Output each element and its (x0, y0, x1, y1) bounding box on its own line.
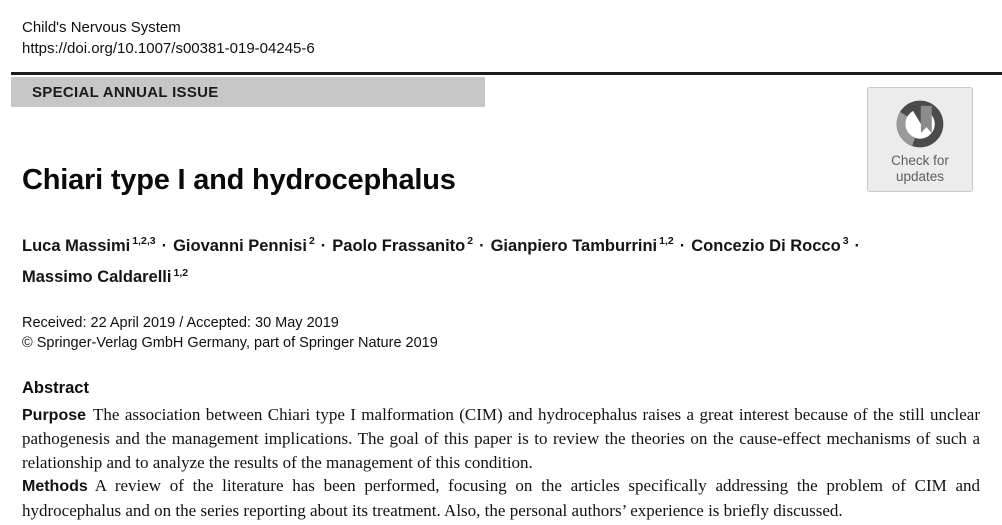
header-rule (11, 72, 1002, 75)
purpose-text: The association between Chiari type I malformation (CIM) and hydrocephalus raises a great interest because of the still unclear pathogenesis and the management implications. The goal of this paper is to review the theories on the cause-effect mechanisms of such a relationship and to analyze the results of the management of this condition. (22, 405, 980, 472)
author-name: Concezio Di Rocco (691, 236, 841, 255)
author-name: Gianpiero Tamburrini (490, 236, 658, 255)
author-affiliation: 2 (467, 235, 474, 247)
section-banner-label: SPECIAL ANNUAL ISSUE (32, 83, 219, 101)
author-separator: · (854, 236, 861, 255)
author (22, 237, 156, 255)
received-date: 22 April 2019 (90, 315, 176, 331)
author-name: Paolo Frassanito (332, 236, 466, 255)
author (491, 237, 674, 255)
accepted-date: 30 May 2019 (255, 315, 339, 331)
section-banner (11, 77, 485, 107)
author-affiliation: 2 (308, 235, 315, 247)
abstract-purpose-paragraph (22, 403, 980, 474)
author (22, 268, 188, 286)
date-separator: / (179, 315, 184, 331)
badge-label-line1: Check for (891, 153, 949, 168)
journal-name: Child's Nervous System (22, 19, 181, 36)
author-affiliation: 3 (842, 235, 849, 247)
article-meta (22, 313, 438, 353)
author-name: Giovanni Pennisi (173, 236, 307, 255)
received-accepted-line (22, 313, 438, 333)
check-for-updates-badge[interactable] (867, 87, 973, 192)
author-list (22, 228, 980, 291)
author-affiliation: 1,2,3 (132, 235, 156, 247)
methods-text: A review of the literature has been performed, focusing on the articles specifically addressing the problem of CIM and hydrocephalus and on the series reporting about its treatment. Also, the personal authors’ experience is briefly discussed. (22, 476, 980, 520)
badge-label-line2: updates (895, 169, 945, 184)
author (173, 237, 315, 255)
author-separator: · (320, 236, 327, 255)
author-separator: · (161, 236, 168, 255)
received-label: Received: (22, 315, 87, 331)
abstract-heading: Abstract (22, 379, 89, 397)
accepted-label: Accepted: (186, 315, 251, 331)
author (332, 237, 473, 255)
methods-label: Methods (22, 478, 88, 496)
author-separator: · (679, 236, 686, 255)
author-name: Massimo Caldarelli (22, 268, 172, 286)
abstract-section (22, 379, 980, 522)
author-affiliation: 1,2 (173, 266, 189, 279)
abstract-methods-paragraph (22, 474, 980, 522)
copyright-notice: © Springer-Verlag GmbH Germany, part of Springer Nature 2019 (22, 335, 438, 351)
author-affiliation: 1,2 (659, 235, 674, 247)
author (691, 237, 848, 255)
author-separator: · (479, 236, 485, 255)
doi-link[interactable]: https://doi.org/10.1007/s00381-019-04245-6 (22, 40, 315, 57)
article-title: Chiari type I and hydrocephalus (22, 164, 456, 196)
journal-header (22, 17, 315, 59)
crossmark-icon (891, 95, 949, 153)
purpose-label: Purpose (22, 407, 87, 424)
author-name: Luca Massimi (22, 236, 131, 255)
